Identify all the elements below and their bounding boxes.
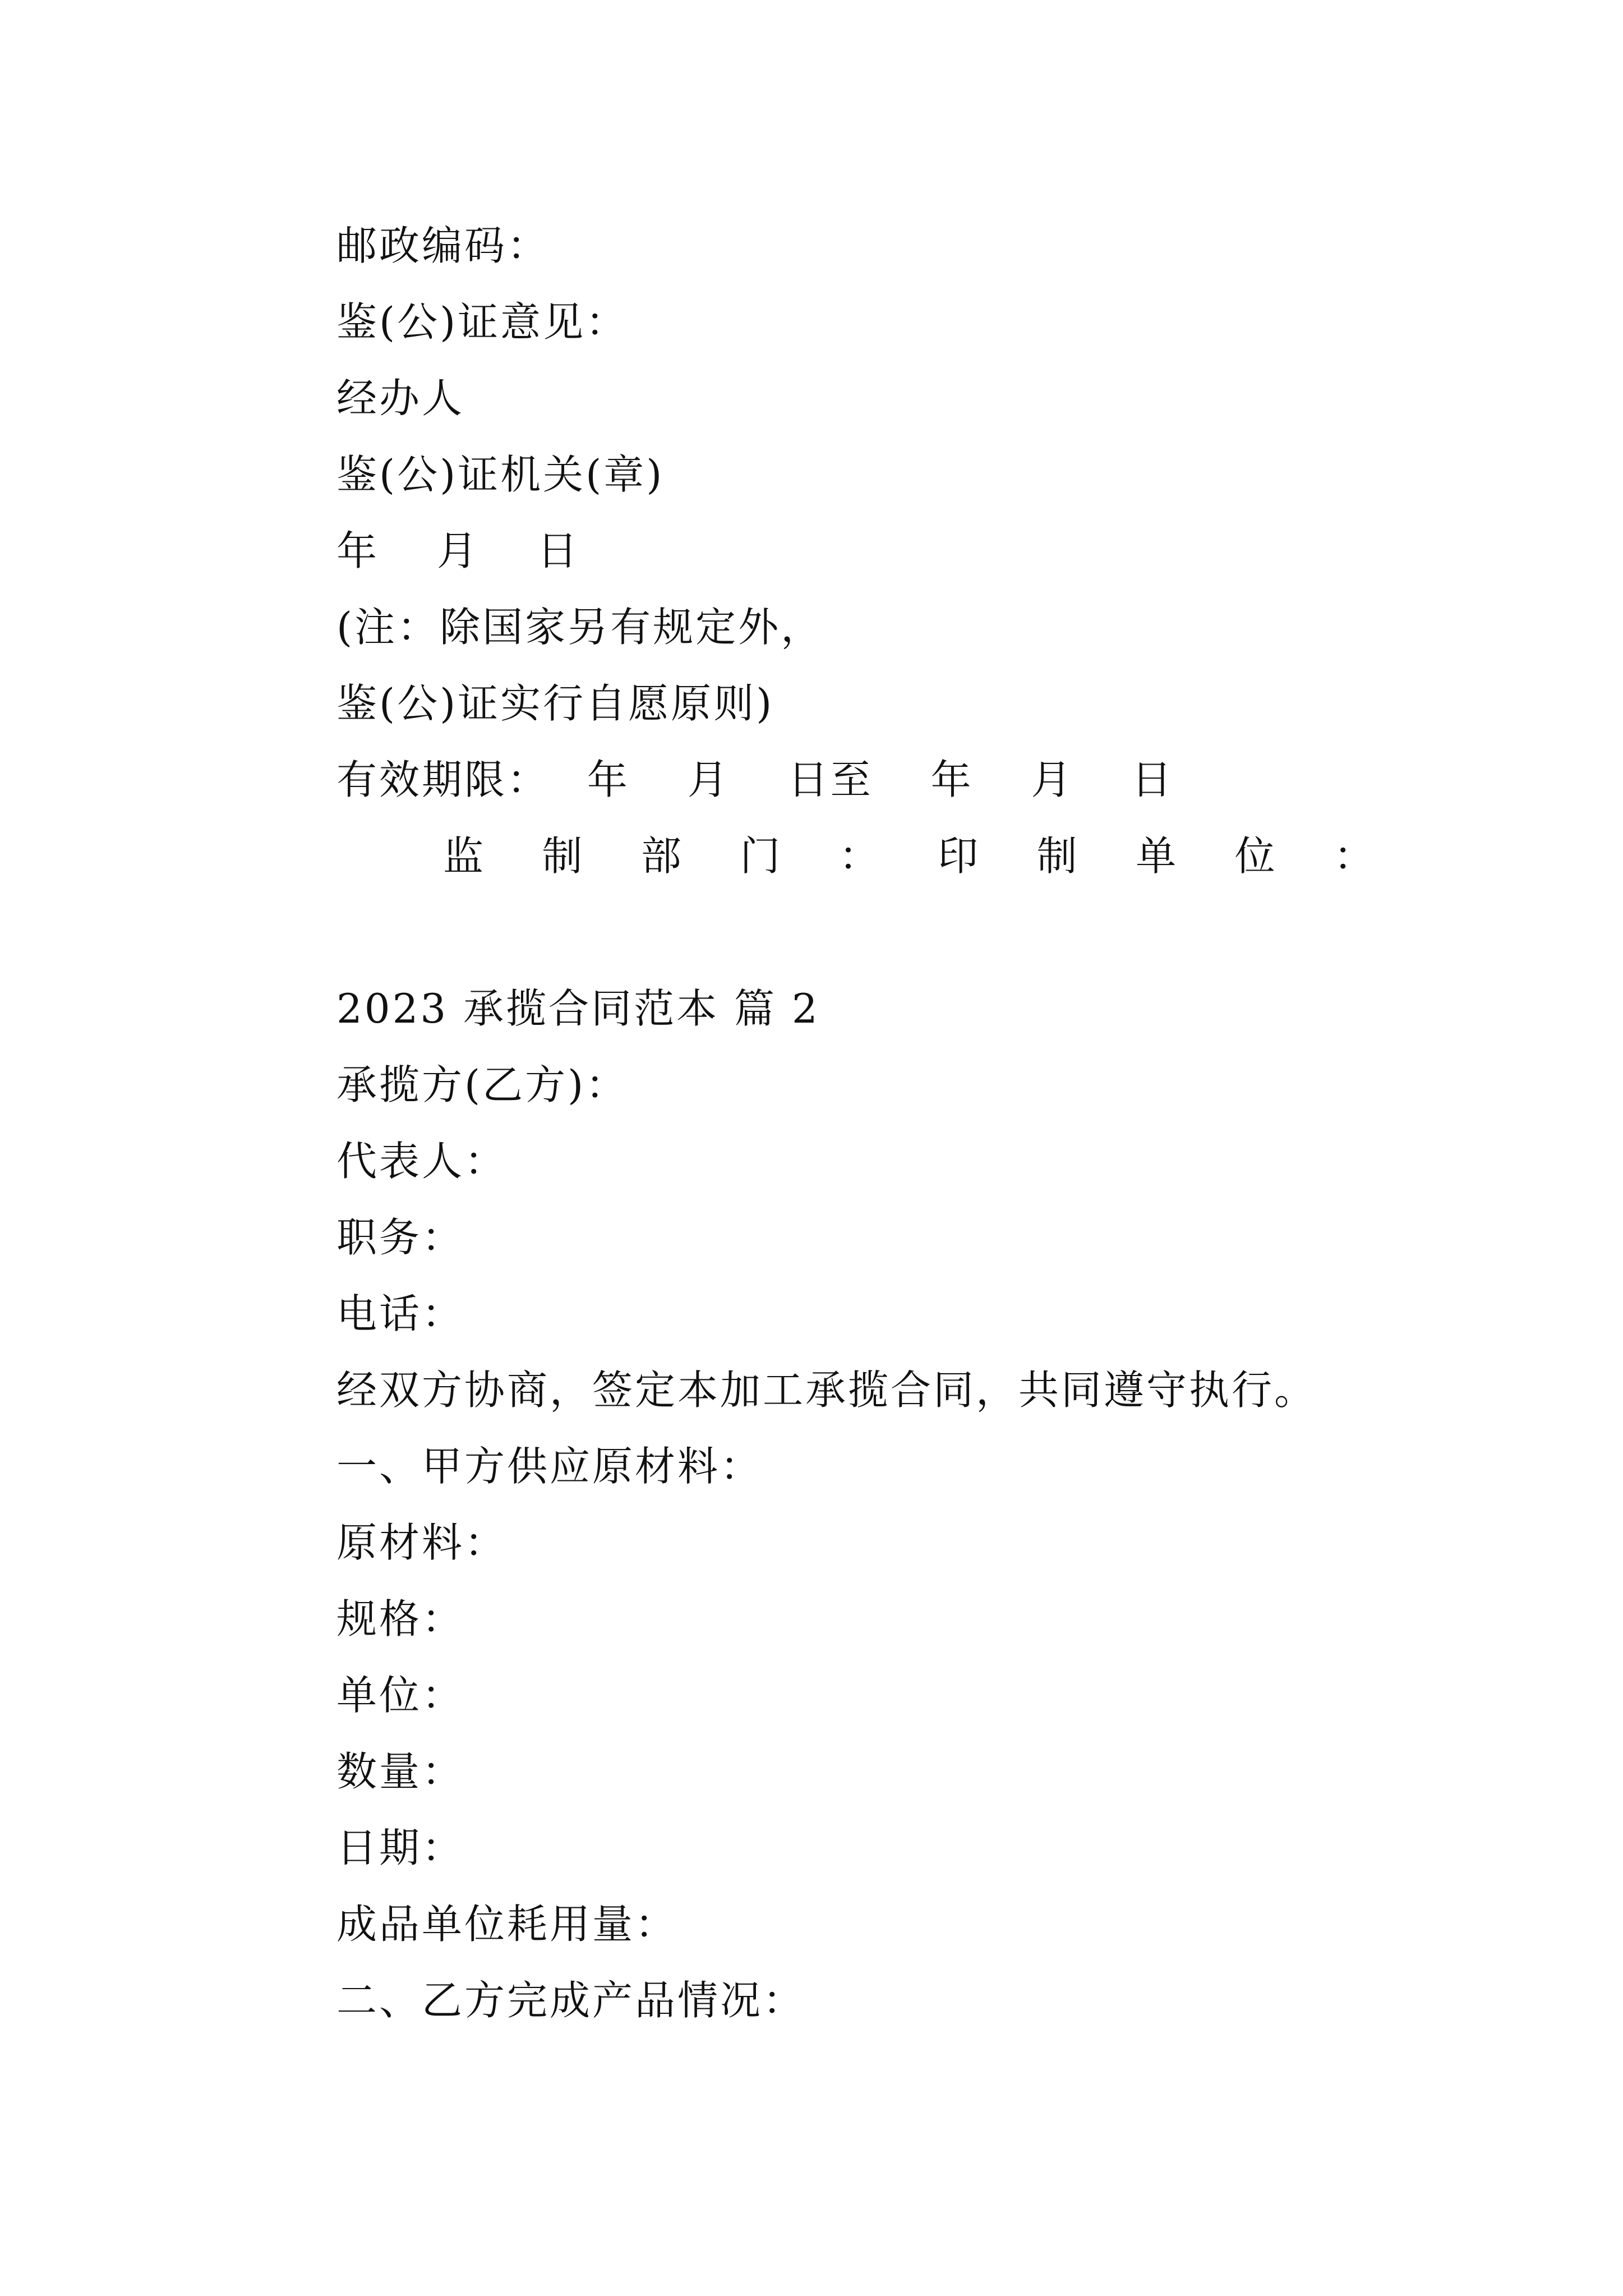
section-1-heading: 一、甲方供应原材料： bbox=[336, 1443, 763, 1490]
quantity-label: 数量： bbox=[336, 1748, 465, 1795]
notary-opinion-label: 鉴(公)证意见： bbox=[336, 298, 629, 346]
footer-char: 部 bbox=[640, 832, 681, 880]
consumption-label: 成品单位耗用量： bbox=[336, 1901, 678, 1948]
raw-material-label: 原材料： bbox=[336, 1519, 508, 1566]
footer-char: ： bbox=[838, 832, 879, 880]
date-label: 日期： bbox=[336, 1824, 465, 1871]
supervision-print-footer bbox=[443, 828, 1374, 884]
footer-char: 制 bbox=[542, 832, 583, 880]
footer-char: ： bbox=[1333, 832, 1374, 880]
postal-code-label: 邮政编码： bbox=[336, 222, 550, 269]
handler-label: 经办人 bbox=[336, 375, 465, 422]
validity-period-line: 有效期限： 年 月 日至 年 月 日 bbox=[336, 756, 1174, 803]
spec-label: 规格： bbox=[336, 1595, 465, 1642]
position-label: 职务： bbox=[336, 1214, 465, 1261]
footer-char: 制 bbox=[1036, 832, 1077, 880]
footer-char: 门 bbox=[740, 832, 781, 880]
footer-char: 单 bbox=[1136, 832, 1177, 880]
representative-label: 代表人： bbox=[336, 1138, 508, 1185]
note-line-1: (注：除国家另有规定外， bbox=[336, 604, 824, 651]
footer-char: 监 bbox=[443, 832, 484, 880]
section-2-heading: 二、乙方完成产品情况： bbox=[336, 1977, 806, 2024]
date-blank-line: 年 月 日 bbox=[336, 527, 580, 574]
phone-label: 电话： bbox=[336, 1290, 465, 1337]
footer-char: 位 bbox=[1234, 832, 1275, 880]
intro-paragraph: 经双方协商，签定本加工承揽合同，共同遵守执行。 bbox=[336, 1366, 1317, 1414]
unit-label: 单位： bbox=[336, 1672, 465, 1719]
note-line-2: 鉴(公)证实行自愿原则) bbox=[336, 680, 774, 727]
contractor-label: 承揽方(乙方)： bbox=[336, 1061, 629, 1108]
notary-office-label: 鉴(公)证机关(章) bbox=[336, 451, 665, 498]
section-title: 2023 承揽合同范本 篇 2 bbox=[336, 985, 820, 1032]
footer-char: 印 bbox=[938, 832, 979, 880]
